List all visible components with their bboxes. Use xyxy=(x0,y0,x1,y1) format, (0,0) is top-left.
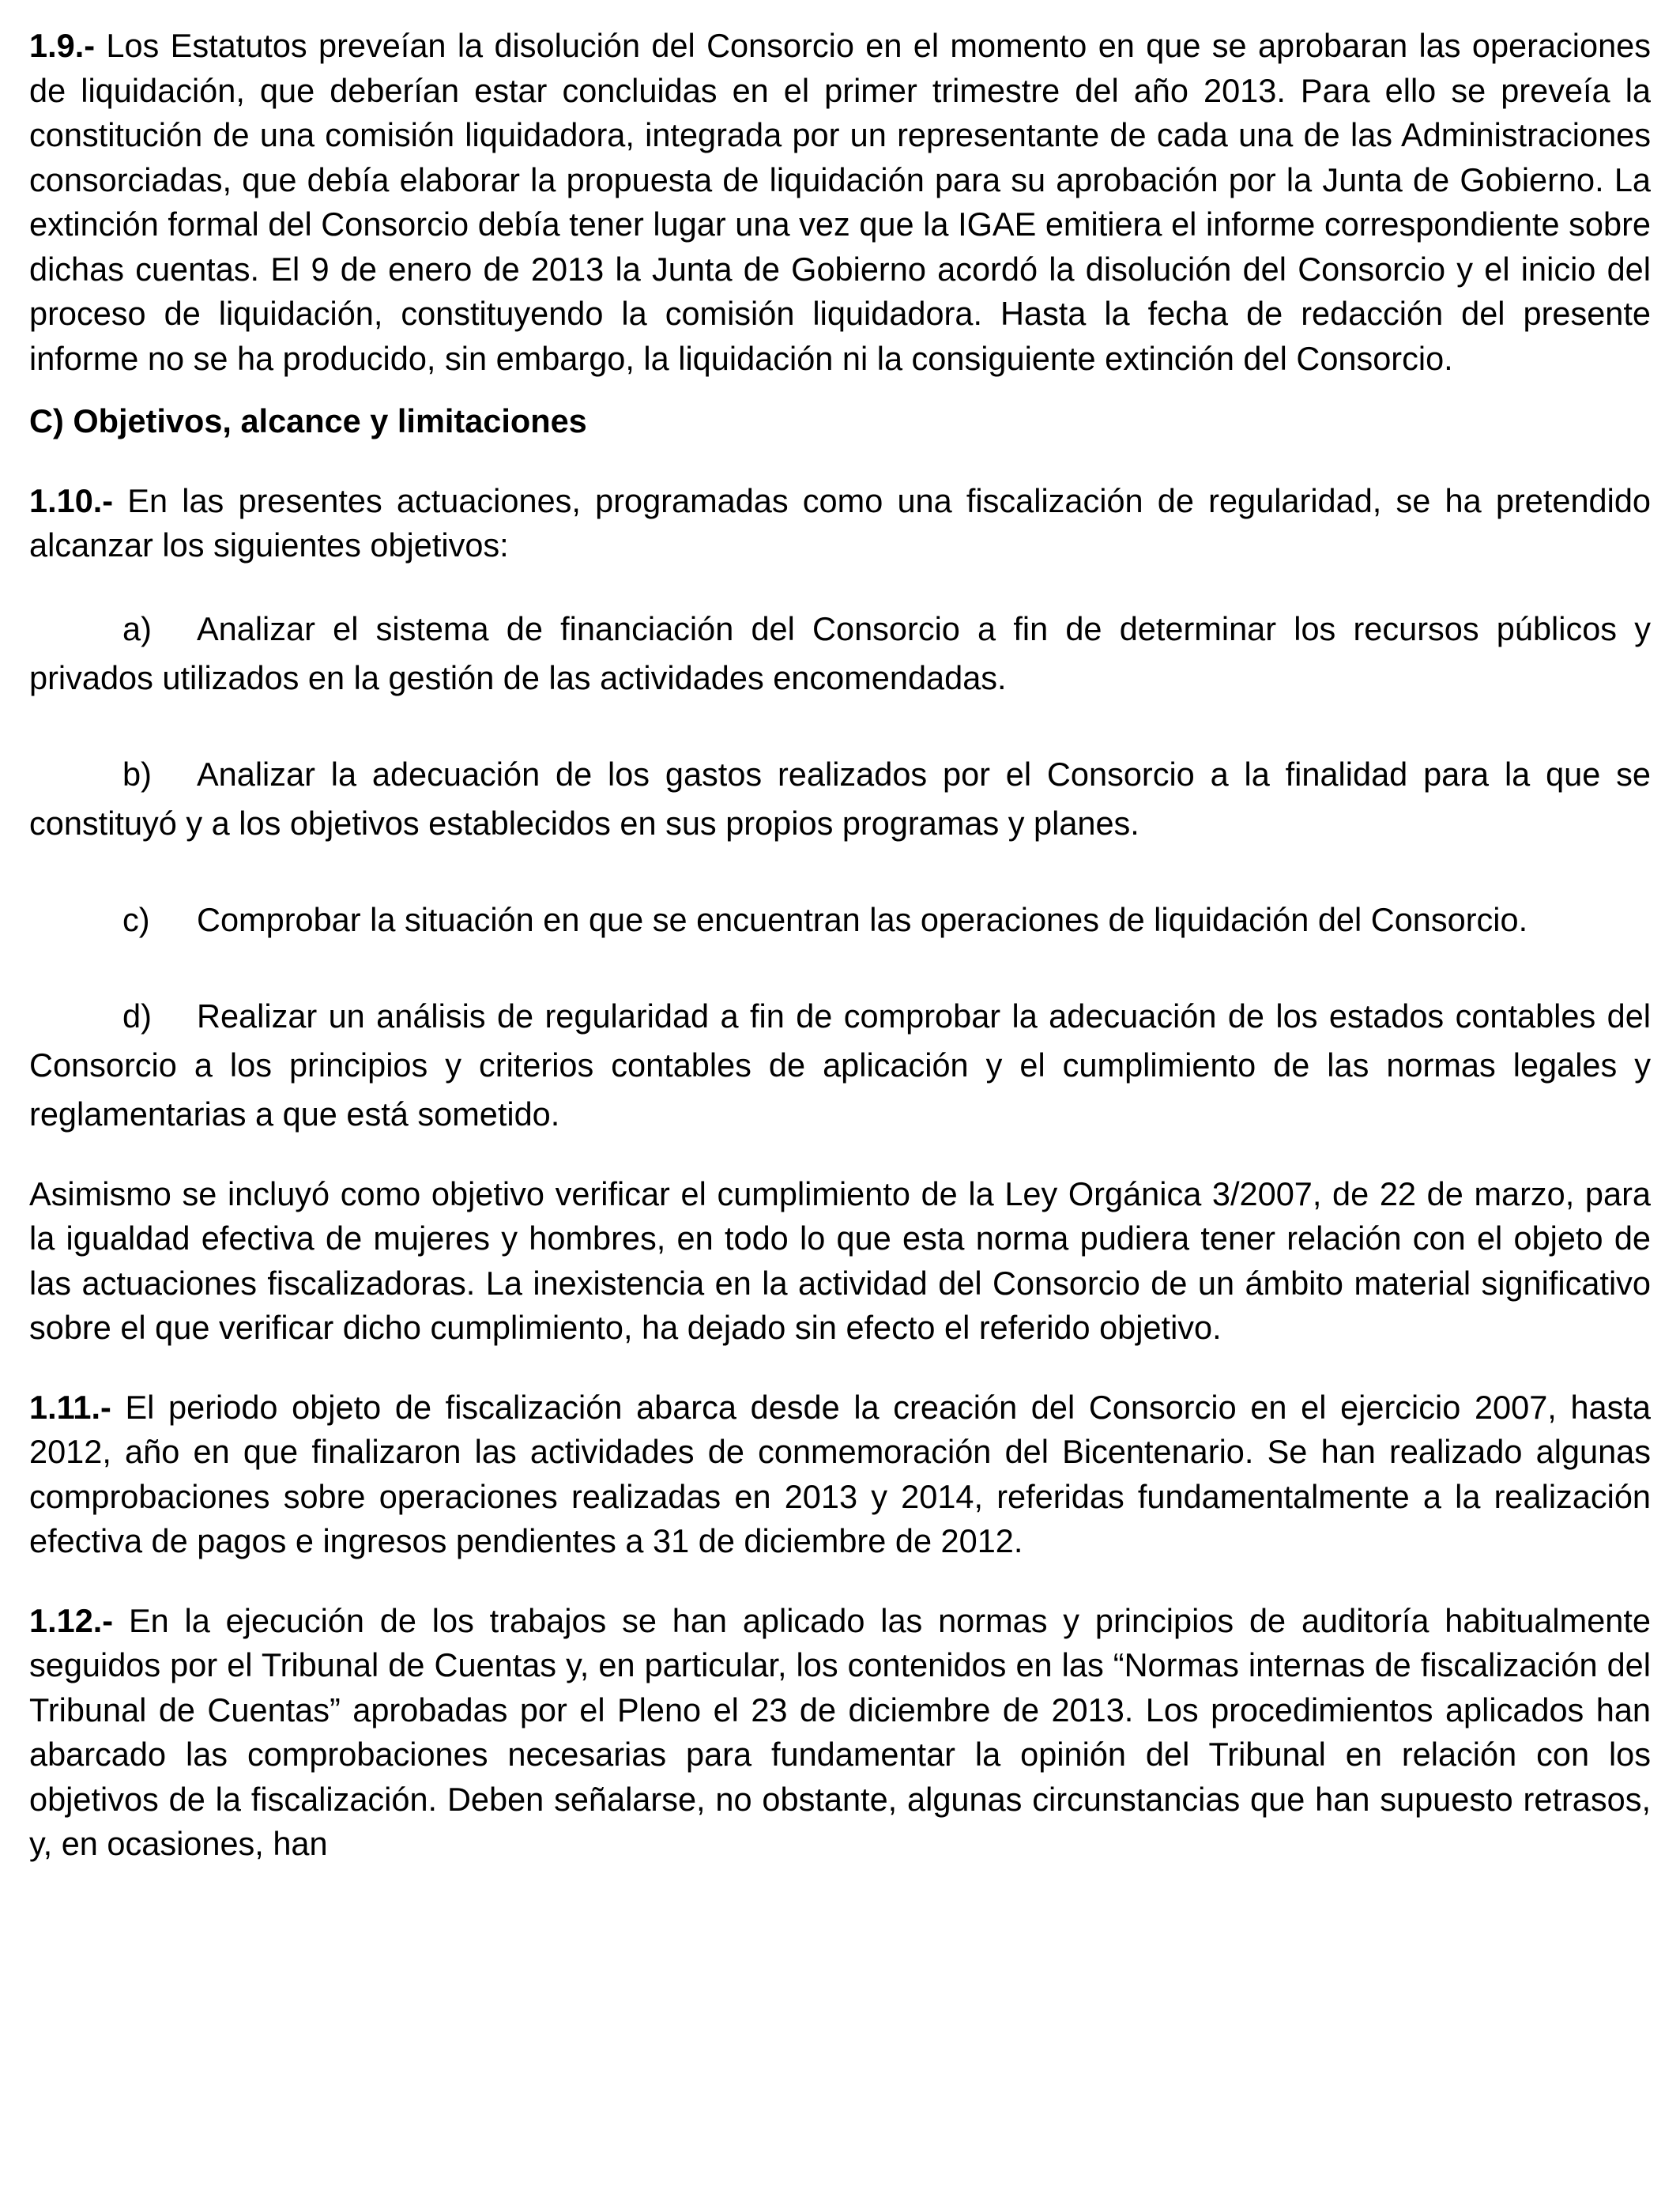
paragraph-number: 1.10.- xyxy=(29,481,114,519)
objective-item-c xyxy=(29,895,1651,944)
paragraph-text: En la ejecución de los trabajos se han aplicado las normas y principios de auditoría habitualmente seguidos por el Tribunal de Cuentas y, en particular, los contenidos en las “Normas internas de fiscalización del Tribunal de Cuentas” aprobadas por el Pleno el 23 de diciembre de 2013. Los procedimientos aplicados han abarcado las comprobaciones necesarias para fundamentar la opinión del Tribunal en relación con los objetivos de la fiscalización. Deben señalarse, no obstante, algunas circunstancias que han supuesto retrasos, y, en ocasiones, han xyxy=(29,1601,1651,1862)
paragraph-number: 1.12.- xyxy=(29,1601,114,1639)
paragraph-number: 1.11.- xyxy=(29,1388,111,1426)
paragraph-text: El periodo objeto de fiscalización abarca desde la creación del Consorcio en el ejercicio 2007, hasta 2012, año en que finalizaron las actividades de conmemoración del Bicentenario. Se han realizado algunas comprobaciones sobre operaciones realizadas en 2013 y 2014, referidas fundamentalmente a la realización efectiva de pagos e ingresos pendientes a 31 de diciembre de 2012. xyxy=(29,1388,1651,1559)
paragraph-1-12 xyxy=(29,1599,1651,1867)
paragraph-1-10 xyxy=(29,479,1651,568)
paragraph-1-11 xyxy=(29,1385,1651,1564)
document-page xyxy=(29,24,1651,1867)
objective-text: Analizar el sistema de financiación del Consorcio a fin de determinar los recursos públicos y privados utilizados en la gestión de las actividades encomendadas. xyxy=(29,609,1651,696)
objective-item-a xyxy=(29,605,1651,703)
objective-text: Analizar la adecuación de los gastos realizados por el Consorcio a la finalidad para la que se constituyó y a los objetivos establecidos en sus propios programas y planes. xyxy=(29,755,1651,842)
paragraph-text: En las presentes actuaciones, programadas como una fiscalización de regularidad, se ha pretendido alcanzar los siguientes objetivos: xyxy=(29,481,1651,564)
objective-item-b xyxy=(29,750,1651,848)
objective-marker: b) xyxy=(122,755,152,793)
objective-text: Realizar un análisis de regularidad a fin de comprobar la adecuación de los estados contables del Consorcio a los principios y criterios contables de aplicación y el cumplimiento de las normas legales y reglamentarias a que está sometido. xyxy=(29,997,1651,1133)
section-heading: C) Objetivos, alcance y limitaciones xyxy=(29,402,587,439)
objective-marker: a) xyxy=(122,609,152,647)
paragraph-text: Los Estatutos preveían la disolución del Consorcio en el momento en que se aprobaran las operaciones de liquidación, que deberían estar concluidas en el primer trimestre del año 2013. Para ello se preveía la constitución de una comisión liquidadora, integrada por un representante de cada una de las Administraciones consorciadas, que debía elaborar la propuesta de liquidación para su aprobación por la Junta de Gobierno. La extinción formal del Consorcio debía tener lugar una vez que la IGAE emitiera el informe correspondiente sobre dichas cuentas. El 9 de enero de 2013 la Junta de Gobierno acordó la disolución del Consorcio y el inicio del proceso de liquidación, constituyendo la comisión liquidadora. Hasta la fecha de redacción del presente informe no se ha producido, sin embargo, la liquidación ni la consiguiente extinción del Consorcio. xyxy=(29,27,1651,377)
paragraph-1-9 xyxy=(29,24,1651,381)
objective-item-d xyxy=(29,992,1651,1139)
objective-text: Comprobar la situación en que se encuentran las operaciones de liquidación del Consorcio. xyxy=(197,900,1528,938)
paragraph-asimismo: Asimismo se incluyó como objetivo verificar el cumplimiento de la Ley Orgánica 3/2007, de 22 de marzo, para la igualdad efectiva de mujeres y hombres, en todo lo que esta norma pudiera tener relación con el objeto de las actuaciones fiscalizadoras. La inexistencia en la actividad del Consorcio de un ámbito material significativo sobre el que verificar dicho cumplimiento, ha dejado sin efecto el referido objetivo. xyxy=(29,1174,1651,1346)
paragraph-number: 1.9.- xyxy=(29,27,96,64)
objective-marker: d) xyxy=(122,997,152,1035)
objective-marker: c) xyxy=(122,900,150,938)
